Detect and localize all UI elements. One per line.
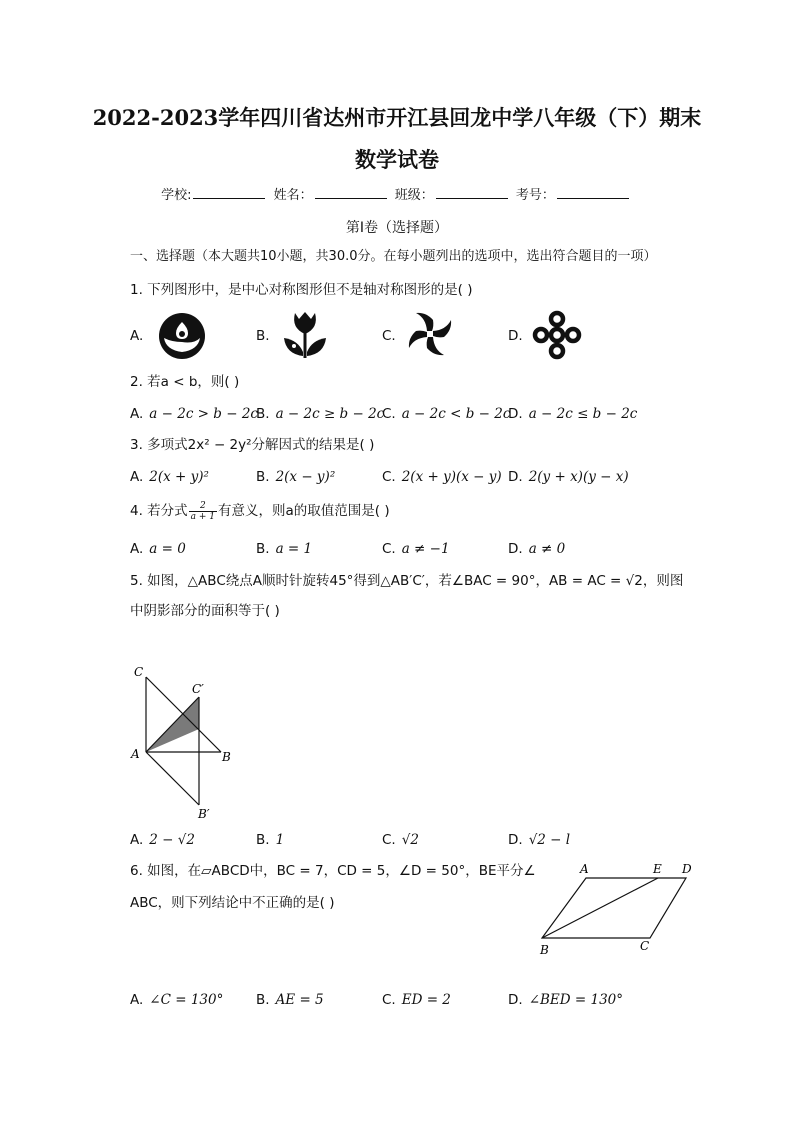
- q5-rotation-figure: [128, 660, 238, 820]
- exam-number-label: 考号：: [515, 188, 555, 203]
- q2-option-c[interactable]: C. a − 2c < b − 2c: [382, 406, 511, 422]
- q2-option-d[interactable]: D. a − 2c ≤ b − 2c: [508, 406, 638, 422]
- q6-label-b: B: [540, 943, 549, 957]
- question-4-stem: [130, 500, 390, 522]
- q3-option-b[interactable]: B. 2(x − y)²: [256, 469, 336, 485]
- question-6-stem-line2: ABC，则下列结论中不正确的是( ): [130, 895, 335, 911]
- q6-label-e: E: [653, 862, 662, 876]
- q4-fraction-numerator: 2: [189, 501, 217, 512]
- q6-label-d: D: [682, 862, 692, 876]
- student-info-row: [60, 186, 734, 206]
- q6-option-a[interactable]: A. ∠C = 130°: [130, 992, 224, 1008]
- q5-label-a: A: [131, 747, 140, 761]
- school-label: 学校:: [161, 188, 192, 203]
- q6-label-c: C: [640, 939, 650, 953]
- q5-option-a[interactable]: A. 2 − √2: [130, 832, 195, 848]
- q1-option-d[interactable]: D.: [508, 328, 523, 344]
- q5-option-c[interactable]: C. √2: [382, 832, 419, 848]
- q4-fraction: [189, 501, 217, 522]
- q4-stem-suffix: 有意义，则a的取值范围是( ): [218, 503, 390, 519]
- q4-stem-prefix: 4. 若分式: [130, 503, 188, 519]
- q6-label-a: A: [580, 862, 589, 876]
- yin-yang-swirl-icon: [156, 312, 208, 360]
- q6-option-b[interactable]: B. AE = 5: [256, 992, 324, 1008]
- name-label: 姓名：: [273, 188, 313, 203]
- q6-option-c[interactable]: C. ED = 2: [382, 992, 451, 1008]
- q5-label-c: C: [134, 665, 144, 679]
- question-1-stem: 1. 下列图形中，是中心对称图形但不是轴对称图形的是( ): [130, 282, 473, 298]
- q4-option-d[interactable]: D. a ≠ 0: [508, 541, 566, 557]
- question-2-stem: 2. 若a < b，则( ): [130, 374, 240, 390]
- tulip-icon: [282, 310, 328, 360]
- class-label: 班级：: [394, 188, 434, 203]
- q5-label-b-prime: B′: [198, 807, 210, 820]
- question-5-stem-line1: 5. 如图，△ABC绕点A顺时针旋转45°得到△AB′C′，若∠BAC = 90°，AB = AC = √2，则图: [130, 573, 684, 589]
- q3-option-c[interactable]: C. 2(x + y)(x − y): [382, 469, 502, 485]
- section-title: 一、选择题（本大题共10小题，共30.0分。在每小题列出的选项中，选出符合题目的一项）: [130, 249, 657, 264]
- q3-option-d[interactable]: D. 2(y + x)(y − x): [508, 469, 629, 485]
- q4-option-b[interactable]: B. a = 1: [256, 541, 313, 557]
- q4-fraction-denominator: a + 1: [190, 511, 216, 522]
- q5-option-b[interactable]: B. 1: [256, 832, 285, 848]
- class-blank[interactable]: [436, 186, 508, 199]
- q2-option-b[interactable]: B. a − 2c ≥ b − 2c: [256, 406, 385, 422]
- q4-option-c[interactable]: C. a ≠ −1: [382, 541, 450, 557]
- question-3-stem: 3. 多项式2x² − 2y²分解因式的结果是( ): [130, 437, 375, 453]
- q5-label-c-prime: C′: [192, 682, 204, 696]
- question-5-stem-line2: 中阴影部分的面积等于( ): [130, 603, 280, 619]
- exam-number-blank[interactable]: [557, 186, 629, 199]
- pinwheel-icon: [406, 310, 454, 358]
- part-title: 第I卷（选择题）: [345, 220, 449, 236]
- name-blank[interactable]: [315, 186, 387, 199]
- q5-option-d[interactable]: D. √2 − l: [508, 832, 571, 848]
- q3-option-a[interactable]: A. 2(x + y)²: [130, 469, 209, 485]
- q1-option-c[interactable]: C.: [382, 328, 396, 344]
- school-blank[interactable]: [193, 186, 265, 199]
- q6-option-d[interactable]: D. ∠BED = 130°: [508, 992, 624, 1008]
- q5-label-b: B: [222, 750, 231, 764]
- question-6-stem-line1: 6. 如图，在▱ABCD中，BC = 7，CD = 5，∠D = 50°，BE平分∠: [130, 863, 536, 879]
- four-circle-flower-icon: [532, 310, 582, 360]
- exam-title-line1: 2022-2023学年四川省达州市开江县回龙中学八年级（下）期末: [92, 105, 702, 130]
- q6-parallelogram-figure: [530, 858, 710, 960]
- q4-option-a[interactable]: A. a = 0: [130, 541, 186, 557]
- q1-option-b[interactable]: B.: [256, 328, 270, 344]
- q2-option-a[interactable]: A. a − 2c > b − 2c: [130, 406, 258, 422]
- q1-option-a[interactable]: A.: [130, 328, 144, 344]
- exam-title-line2: 数学试卷: [355, 147, 439, 172]
